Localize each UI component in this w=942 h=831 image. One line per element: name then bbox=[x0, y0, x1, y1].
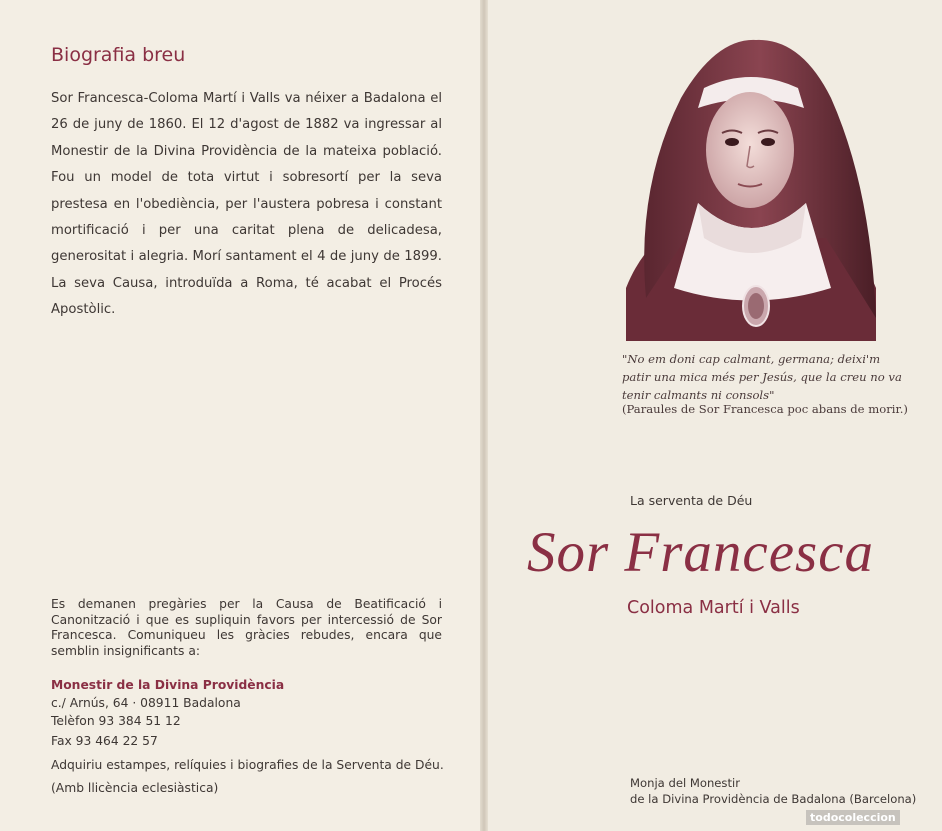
biography-text: Sor Francesca-Coloma Martí i Valls va néixer a Badalona el 26 de juny de 1860. El 12 d'agost de 1882 va ingressar al Monestir de la Divina Providència de la mateixa població. Fou un model de tota virtut i sobresortí per la seva prestesa en l'obediència, per l'austera pobresa i constant mortificació i per una caritat plena de delicadesa, generositat i alegria. Morí santament el 4 de juny de 1899. La seva Causa, introduïda a Roma, té acabat el Procés Apostòlic. bbox=[51, 91, 442, 318]
address-name: Monestir de la Divina Providència bbox=[51, 678, 285, 692]
monastery-info bbox=[630, 775, 930, 807]
nun-portrait bbox=[626, 38, 876, 341]
address-fax: Fax 93 464 22 57 bbox=[51, 734, 158, 748]
address-street: c./ Arnús, 64 · 08911 Badalona bbox=[51, 696, 241, 710]
biography-title: Biografia breu bbox=[51, 44, 186, 66]
watermark: todocoleccion bbox=[806, 810, 900, 825]
quote-source: (Paraules de Sor Francesca poc abans de morir.) bbox=[622, 402, 908, 416]
quote-text: "No em doni cap calmant, germana; deixi'm patir una mica més per Jesús, que la creu no va tenir calmants ni consols" bbox=[622, 352, 902, 402]
license-note: (Amb llicència eclesiàstica) bbox=[51, 781, 219, 795]
main-title: Sor Francesca bbox=[527, 521, 875, 584]
address-phone: Telèfon 93 384 51 12 bbox=[51, 714, 181, 728]
monastery-line-1: Monja del Monestir bbox=[630, 776, 741, 790]
monastery-line-2: de la Divina Providència de Badalona (Barcelona) bbox=[630, 792, 917, 806]
servant-label: La serventa de Déu bbox=[630, 493, 753, 508]
page-fold bbox=[480, 0, 488, 831]
purchase-note: Adquiriu estampes, relíquies i biografies de la Serventa de Déu. bbox=[51, 758, 444, 772]
prayer-request-text: Es demanen pregàries per la Causa de Beatificació i Canonització i que es supliquin favors per intercessió de Sor Francesca. Comuniqueu les gràcies rebudes, encara que semblin insignificants a: bbox=[51, 597, 442, 658]
subtitle-name: Coloma Martí i Valls bbox=[627, 598, 800, 618]
